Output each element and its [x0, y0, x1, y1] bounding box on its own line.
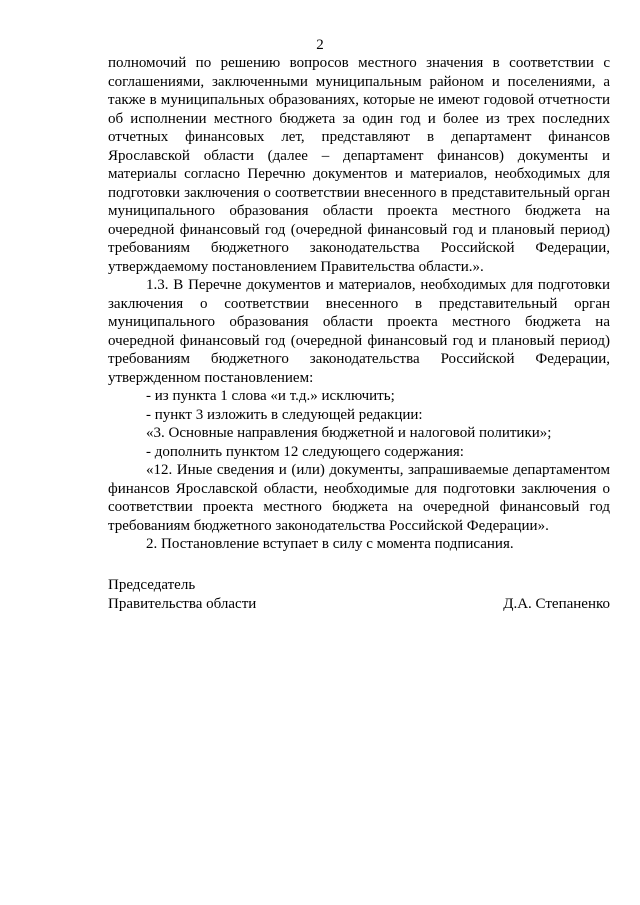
paragraph-continuation: полномочий по решению вопросов местного значения в соответствии с соглашениями, заключенными муниципальным районом и поселениями, а также в муниципальных образованиях, которые не имеют годовой отчетности об исполнении местного бюджета за один год и более из трех последних отчетных финансовых лет, представляют в департамент финансов Ярославской области (далее – департамент финансов) документы и материалы согласно Перечню документов и материалов, необходимых для подготовки заключения о соответствии внесенного в представительный орган муниципального образования области проекта местного бюджета на очередной финансовый год (очередной финансовый год и плановый период) требованиям бюджетного законодательства Российской Федерации, утверждаемому постановлением Правительства области.». [108, 55, 610, 275]
signature-title-line-2: Правительства области [108, 595, 257, 612]
list-item-point-1: - из пункта 1 слова «и т.д.» исключить; [146, 388, 395, 404]
list-item-add-point-12: - дополнить пунктом 12 следующего содержания: [146, 443, 464, 460]
signature-block [108, 576, 610, 613]
signature-row [108, 595, 610, 614]
document-body [108, 54, 610, 554]
signatory-name: Д.А. Степаненко [503, 595, 610, 612]
signature-title-line-1: Председатель [108, 577, 196, 593]
quoted-point-12: «12. Иные сведения и (или) документы, запрашиваемые департаментом финансов Ярославской области, необходимые для подготовки заключения о соответствии проекта местного бюджета на очередной финансовый год требованиям бюджетного законодательства Российской Федерации». [108, 462, 610, 534]
quoted-point-3: «3. Основные направления бюджетной и налоговой политики»; [146, 425, 552, 441]
page-number: 2 [316, 37, 324, 53]
paragraph-2: 2. Постановление вступает в силу с момента подписания. [146, 536, 514, 552]
paragraph-1-3: 1.3. В Перечне документов и материалов, необходимых для подготовки заключения о соответствии внесенного в представительный орган муниципального образования области проекта местного бюджета на очередной финансовый год (очередной финансовый год и плановый период) требованиям бюджетного законодательства Российской Федерации, утвержденном постановлением: [108, 277, 610, 386]
list-item-point-3: - пункт 3 изложить в следующей редакции: [146, 406, 423, 423]
